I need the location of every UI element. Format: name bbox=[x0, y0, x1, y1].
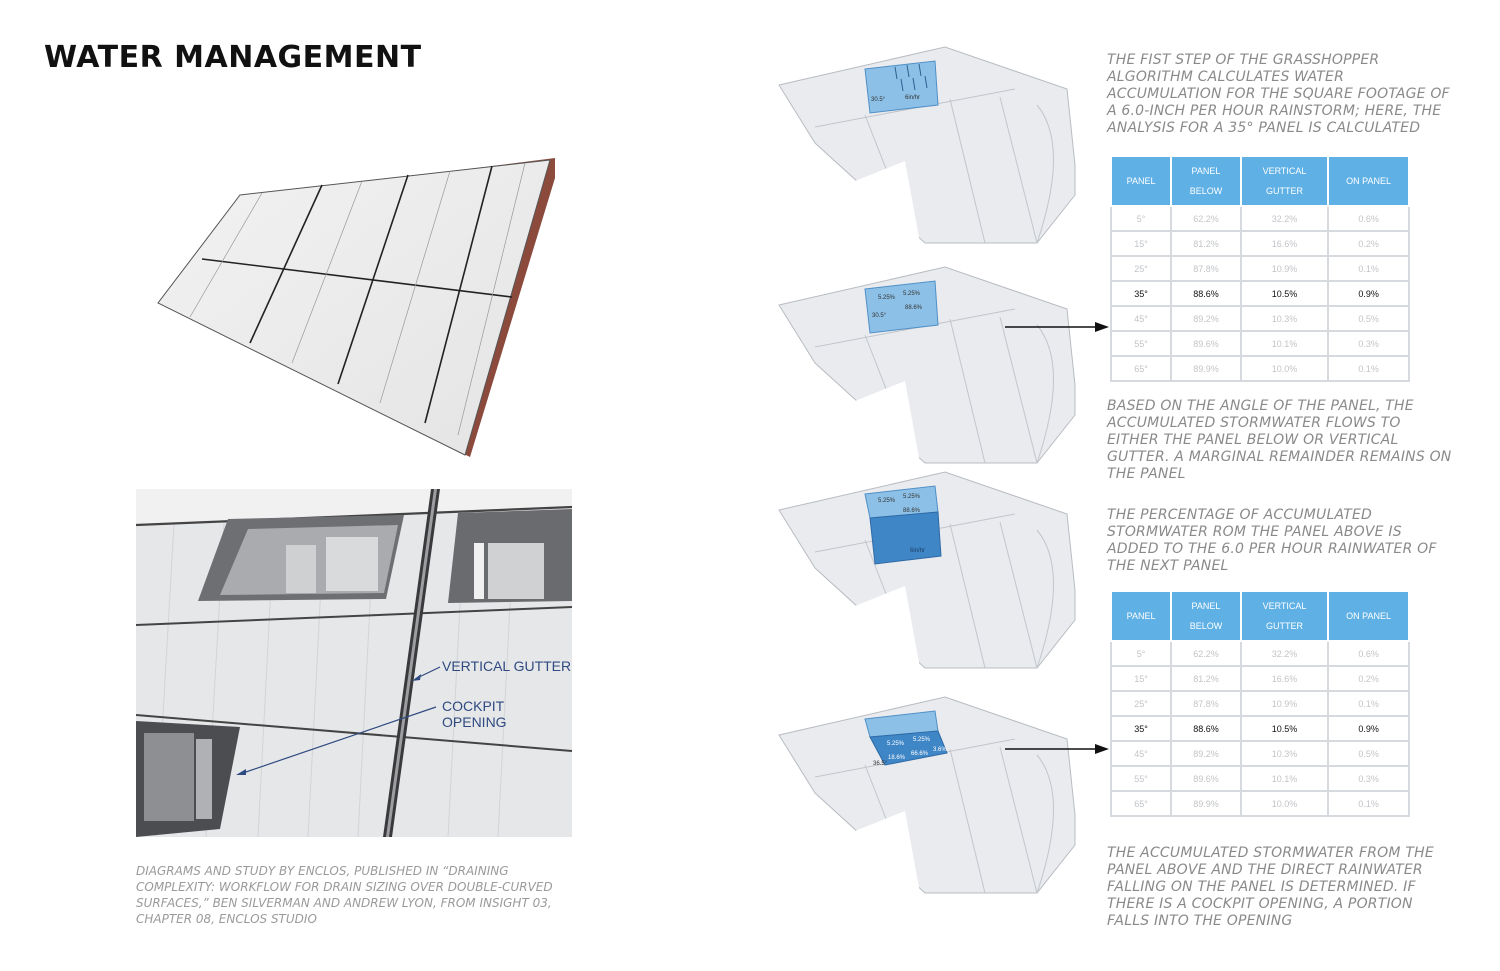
table-header-text: PANEL bbox=[1191, 166, 1221, 176]
table-cell: 89.6% bbox=[1171, 766, 1241, 791]
table-header-text: PANEL bbox=[1126, 611, 1156, 621]
d2-v2: 5.25% bbox=[903, 291, 921, 297]
table-header-text: GUTTER bbox=[1266, 621, 1303, 631]
d4-v5: 3.6% bbox=[933, 747, 947, 753]
table-cell: 10.9% bbox=[1241, 691, 1328, 716]
table-cell: 0.1% bbox=[1328, 356, 1409, 381]
table-row bbox=[1111, 206, 1409, 231]
angle-table-1 bbox=[1110, 155, 1410, 382]
table-header bbox=[1171, 156, 1241, 206]
table-row bbox=[1111, 281, 1409, 306]
table-cell: 0.2% bbox=[1328, 666, 1409, 691]
table-header bbox=[1111, 156, 1171, 206]
table-cell: 81.2% bbox=[1171, 666, 1241, 691]
table-cell: 25° bbox=[1111, 256, 1171, 281]
table-cell: 89.9% bbox=[1171, 356, 1241, 381]
table-cell: 35° bbox=[1111, 281, 1171, 306]
table-header-text: PANEL bbox=[1191, 601, 1221, 611]
table-row bbox=[1111, 666, 1409, 691]
table-cell: 88.6% bbox=[1171, 281, 1241, 306]
cockpit-opening-label: COCKPIT OPENING bbox=[442, 698, 507, 730]
d4-v3: 18.6% bbox=[888, 755, 906, 761]
angle-table-2 bbox=[1110, 590, 1410, 817]
table-cell: 10.9% bbox=[1241, 256, 1328, 281]
table-header-text: GUTTER bbox=[1266, 186, 1303, 196]
d4-angle: 36.5° bbox=[873, 761, 888, 767]
vertical-gutter-label: VERTICAL GUTTER bbox=[442, 658, 572, 674]
table-header bbox=[1111, 591, 1171, 641]
table-cell: 62.2% bbox=[1171, 206, 1241, 231]
table-cell: 25° bbox=[1111, 691, 1171, 716]
table-cell: 16.6% bbox=[1241, 666, 1328, 691]
table-header bbox=[1328, 591, 1409, 641]
table-header bbox=[1328, 156, 1409, 206]
table-cell: 15° bbox=[1111, 231, 1171, 256]
note-step-1: THE FIST STEP OF THE GRASSHOPPER ALGORITHM CALCULATES WATER ACCUMULATION FOR THE SQUARE FOOTAGE OF A 6.0-INCH PER HOUR RAINSTORM; HERE, THE ANALYSIS FOR A 35° PANEL IS CALCULATED bbox=[1107, 52, 1450, 136]
table-cell: 0.3% bbox=[1328, 331, 1409, 356]
table-cell: 5° bbox=[1111, 206, 1171, 231]
table-cell: 55° bbox=[1111, 331, 1171, 356]
table-cell: 5° bbox=[1111, 641, 1171, 666]
table-cell: 0.6% bbox=[1328, 206, 1409, 231]
table-row bbox=[1111, 791, 1409, 816]
table-row bbox=[1111, 231, 1409, 256]
note-step-3: THE PERCENTAGE OF ACCUMULATED STORMWATER ROM THE PANEL ABOVE IS ADDED TO THE 6.0 PER HOUR RAINWATER OF THE NEXT PANEL bbox=[1107, 507, 1437, 574]
table-header-text: ON PANEL bbox=[1346, 176, 1392, 186]
table-header-text: BELOW bbox=[1189, 186, 1223, 196]
diagram-2 bbox=[775, 265, 1085, 465]
table-header-text: BELOW bbox=[1189, 621, 1223, 631]
facade-photo bbox=[136, 489, 572, 837]
table-cell: 10.0% bbox=[1241, 791, 1328, 816]
table-header-text: ON PANEL bbox=[1346, 611, 1392, 621]
table-cell: 10.0% bbox=[1241, 356, 1328, 381]
arrow-to-table-2 bbox=[1005, 740, 1110, 760]
table-cell: 55° bbox=[1111, 766, 1171, 791]
table-cell: 32.2% bbox=[1241, 206, 1328, 231]
table-cell: 0.9% bbox=[1328, 281, 1409, 306]
table-cell: 0.6% bbox=[1328, 641, 1409, 666]
table-row bbox=[1111, 331, 1409, 356]
table-cell: 0.3% bbox=[1328, 766, 1409, 791]
table-row bbox=[1111, 741, 1409, 766]
d1-angle: 30.5° bbox=[871, 97, 886, 103]
table-cell: 89.2% bbox=[1171, 306, 1241, 331]
table-cell: 0.9% bbox=[1328, 716, 1409, 741]
table-cell: 15° bbox=[1111, 666, 1171, 691]
table-cell: 45° bbox=[1111, 306, 1171, 331]
table-header bbox=[1241, 591, 1328, 641]
table-cell: 0.1% bbox=[1328, 791, 1409, 816]
table-cell: 45° bbox=[1111, 741, 1171, 766]
table-header-text: VERTICAL bbox=[1262, 166, 1307, 176]
table-cell: 65° bbox=[1111, 356, 1171, 381]
table-cell: 35° bbox=[1111, 716, 1171, 741]
table-cell: 10.3% bbox=[1241, 306, 1328, 331]
table-cell: 16.6% bbox=[1241, 231, 1328, 256]
d2-v3: 88.6% bbox=[905, 305, 923, 311]
credit-caption: DIAGRAMS AND STUDY BY ENCLOS, PUBLISHED IN “DRAINING COMPLEXITY: WORKFLOW FOR DRAIN SIZING OVER DOUBLE-CURVED SURFACES,” BEN SILVERMAN AND ANDREW LYON, FROM INSIGHT 03, CHAPTER 08, ENCLOS STUDIO bbox=[136, 864, 553, 926]
table-cell: 89.9% bbox=[1171, 791, 1241, 816]
table-cell: 87.8% bbox=[1171, 256, 1241, 281]
note-step-2: BASED ON THE ANGLE OF THE PANEL, THE ACCUMULATED STORMWATER FLOWS TO EITHER THE PANEL BELOW OR VERTICAL GUTTER. A MARGINAL REMAINDER REMAINS ON THE PANEL bbox=[1107, 398, 1452, 482]
table-row bbox=[1111, 306, 1409, 331]
table-cell: 0.2% bbox=[1328, 231, 1409, 256]
table-header bbox=[1171, 591, 1241, 641]
d4-v4: 66.6% bbox=[911, 751, 929, 757]
d2-angle: 30.5° bbox=[872, 313, 887, 319]
table-header-text: PANEL bbox=[1126, 176, 1156, 186]
table-cell: 89.2% bbox=[1171, 741, 1241, 766]
table-cell: 0.5% bbox=[1328, 306, 1409, 331]
table-cell: 87.8% bbox=[1171, 691, 1241, 716]
table-cell: 10.5% bbox=[1241, 281, 1328, 306]
table-cell: 10.5% bbox=[1241, 716, 1328, 741]
table-cell: 65° bbox=[1111, 791, 1171, 816]
d2-v1: 5.25% bbox=[878, 295, 896, 301]
table-row bbox=[1111, 691, 1409, 716]
table-header-text: VERTICAL bbox=[1262, 601, 1307, 611]
table-row bbox=[1111, 766, 1409, 791]
table-cell: 10.3% bbox=[1241, 741, 1328, 766]
table-cell: 10.1% bbox=[1241, 766, 1328, 791]
d3-v2: 5.25% bbox=[903, 494, 921, 500]
table-row bbox=[1111, 716, 1409, 741]
table-cell: 89.6% bbox=[1171, 331, 1241, 356]
table-row bbox=[1111, 356, 1409, 381]
table-row bbox=[1111, 256, 1409, 281]
d1-rate: 6in/hr bbox=[905, 95, 921, 101]
table-cell: 32.2% bbox=[1241, 641, 1328, 666]
table-cell: 0.1% bbox=[1328, 691, 1409, 716]
table-cell: 0.5% bbox=[1328, 741, 1409, 766]
table-cell: 88.6% bbox=[1171, 716, 1241, 741]
table-cell: 62.2% bbox=[1171, 641, 1241, 666]
d4-v2: 5.25% bbox=[913, 737, 931, 743]
d3-v1: 5.25% bbox=[878, 498, 896, 504]
d3-rate: 6in/hr bbox=[910, 548, 926, 554]
table-cell: 81.2% bbox=[1171, 231, 1241, 256]
note-step-4: THE ACCUMULATED STORMWATER FROM THE PANEL ABOVE AND THE DIRECT RAINWATER FALLING ON THE PANEL IS DETERMINED. IF THERE IS A COCKPIT OPENING, A PORTION FALLS INTO THE OPENING bbox=[1107, 845, 1434, 929]
diagram-1 bbox=[775, 45, 1085, 245]
d4-v1: 5.25% bbox=[887, 741, 905, 747]
panel-rendering bbox=[140, 155, 570, 475]
diagram-4 bbox=[775, 695, 1085, 895]
table-cell: 10.1% bbox=[1241, 331, 1328, 356]
table-row bbox=[1111, 641, 1409, 666]
arrow-to-table-1 bbox=[1005, 318, 1110, 338]
table-cell: 0.1% bbox=[1328, 256, 1409, 281]
page-title: WATER MANAGEMENT bbox=[44, 40, 422, 75]
d3-v3: 88.6% bbox=[903, 508, 921, 514]
diagram-3 bbox=[775, 470, 1085, 670]
table-header bbox=[1241, 156, 1328, 206]
